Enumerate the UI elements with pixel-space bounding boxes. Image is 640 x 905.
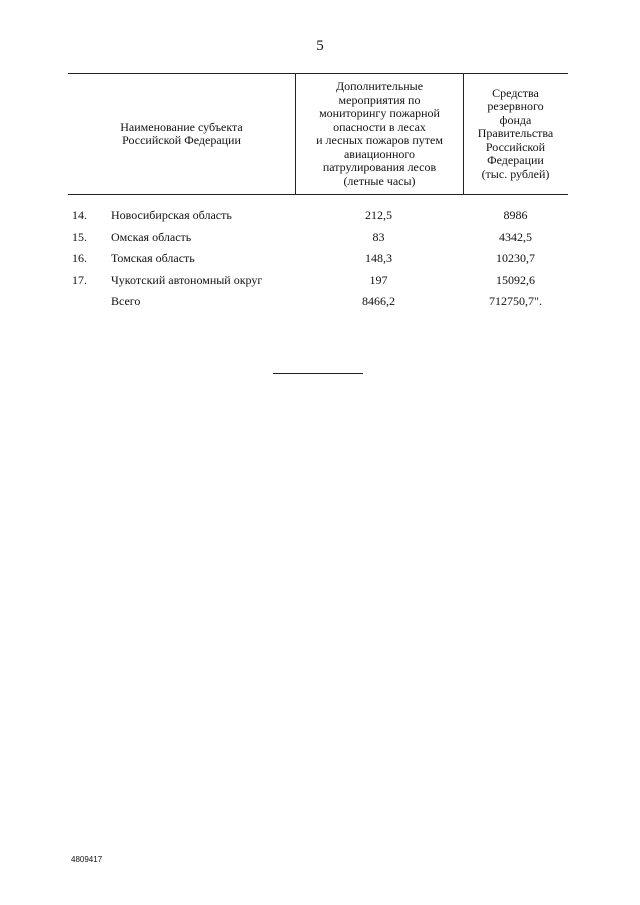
header-additional-measures: Дополнительные мероприятия по мониторингу пожарной опасности в лесах и лесных пожаров путем авиационного патрулирования лесов (летные часы)	[295, 74, 464, 194]
row-subject-name: Чукотский автономный округ	[111, 272, 263, 287]
header-subject-name: Наименование субъекта Российской Федерации	[120, 119, 243, 147]
row-number: 16.	[72, 251, 87, 265]
document-code: 4809417	[71, 855, 103, 864]
table-row	[68, 251, 568, 273]
row-fund-amount: 4342,5	[499, 229, 532, 244]
row-flight-hours: 148,3	[365, 251, 392, 265]
row-number: 14.	[72, 208, 87, 222]
table-row	[68, 273, 568, 295]
row-total-flight-hours: 8466,2	[362, 294, 395, 308]
row-fund-amount: 8986	[503, 208, 528, 222]
header-reserve-fund: Средства резервного фонда Правительства Российской Федерации (тыс. рублей)	[477, 85, 554, 181]
page-number: 5	[316, 38, 324, 54]
row-subject-name: Томская область	[111, 251, 195, 265]
funding-table	[68, 73, 568, 316]
table-header	[68, 73, 568, 195]
row-total-fund-amount: 712750,7".	[489, 294, 542, 308]
table-row	[68, 230, 568, 252]
row-number: 17.	[72, 272, 87, 287]
row-flight-hours: 197	[369, 272, 388, 287]
row-flight-hours: 212,5	[365, 208, 392, 222]
row-fund-amount: 15092,6	[496, 272, 535, 287]
row-number: 15.	[72, 229, 87, 244]
row-fund-amount: 10230,7	[496, 251, 535, 265]
row-total-label: Всего	[111, 294, 141, 308]
table-row-total	[68, 294, 568, 316]
row-subject-name: Новосибирская область	[111, 208, 232, 222]
table-body	[68, 208, 568, 316]
end-separator-line	[273, 373, 363, 374]
row-flight-hours: 83	[372, 229, 385, 244]
row-subject-name: Омская область	[111, 229, 192, 244]
table-row	[68, 208, 568, 230]
